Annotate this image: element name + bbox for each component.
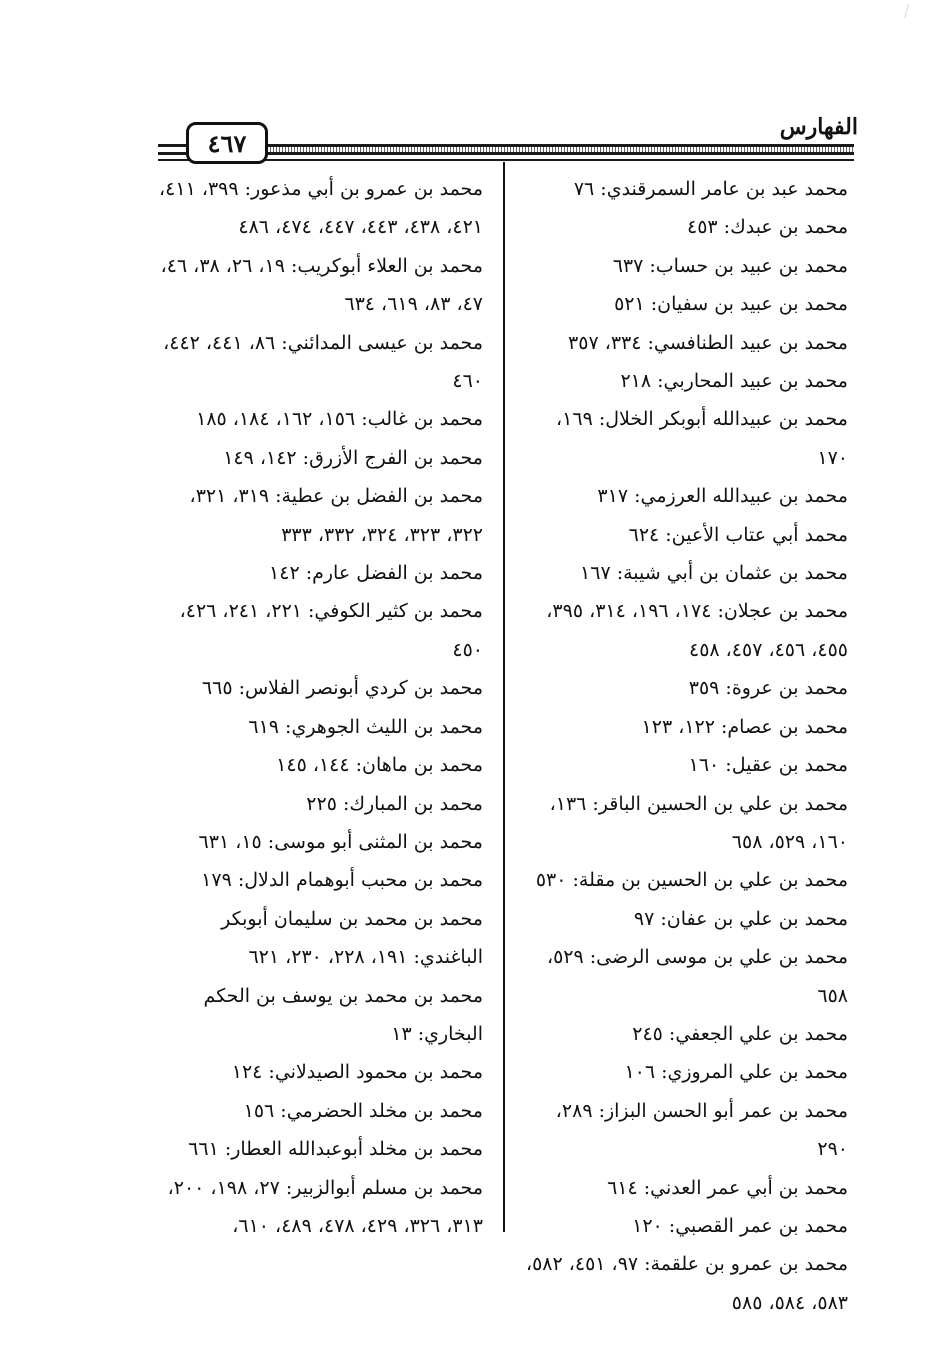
index-entry: محمد بن محمد بن يوسف بن الحكم البخاري: ١٣: [203, 984, 483, 1045]
index-entry: محمد بن علي بن عفان: ٩٧: [633, 907, 848, 930]
index-entry: محمد عبد بن عامر السمرقندي: ٧٦: [573, 178, 848, 200]
index-entry: محمد بن عروة: ٣٥٩: [688, 677, 848, 700]
index-entry: محمد بن محبب أبوهمام الدلال: ١٧٩: [201, 869, 483, 892]
scan-mark: [904, 4, 917, 18]
index-entry: محمد بن عثمان بن أبي شيبة: ١٦٧: [580, 562, 848, 585]
index-entry: محمد بن غالب: ١٥٦، ١٦٢، ١٨٤، ١٨٥: [196, 408, 483, 431]
index-entry: محمد بن عمرو بن أبي مذعور: ٣٩٩، ٤١١، ٤٢١، ٤٣٨، ٤٤٣، ٤٤٧، ٤٧٤، ٤٨٦: [159, 178, 483, 239]
index-entry: محمد بن عبيد بن سفيان: ٥٢١: [614, 293, 848, 316]
page-number: ٤٦٧: [186, 122, 268, 164]
index-entry: محمد بن علي الجعفي: ٢٤٥: [632, 1022, 848, 1045]
index-entry: محمد بن عيسى المدائني: ٨٦، ٤٤١، ٤٤٢، ٤٦٠: [163, 331, 483, 393]
index-entry: محمد بن عصام: ١٢٢، ١٢٣: [641, 715, 848, 738]
index-entry: محمد بن المبارك: ٢٢٥: [306, 792, 483, 815]
index-entry: محمد بن عبيد الطنافسي: ٣٣٤، ٣٥٧: [568, 331, 848, 354]
index-entry: محمد بن مسلم أبوالزبير: ٢٧، ١٩٨، ٢٠٠، ٣١٣، ٣٢٦، ٤٢٩، ٤٧٨، ٤٨٩، ٦١٠،: [167, 1176, 483, 1237]
index-entry: محمد بن علي بن موسى الرضى: ٥٢٩، ٦٥٨: [546, 946, 848, 1007]
index-column-right: [522, 170, 848, 1322]
index-entry: محمد بن عبدك: ٤٥٣: [687, 216, 848, 239]
index-entry: محمد بن عمر أبو الحسن البزاز: ٢٨٩، ٢٩٠: [555, 1099, 848, 1161]
index-entry: محمد بن مخلد الحضرمي: ١٥٦: [243, 1099, 483, 1122]
index-entry: محمد بن محمود الصيدلاني: ١٢٤: [231, 1061, 483, 1084]
index-entry: محمد بن ماهان: ١٤٤، ١٤٥: [276, 754, 483, 777]
index-entry: محمد بن عبيد بن حساب: ٦٣٧: [612, 254, 848, 277]
index-entry: محمد بن أبي عمر العدني: ٦١٤: [607, 1176, 848, 1199]
index-entry: محمد بن الفرج الأزرق: ١٤٢، ١٤٩: [223, 446, 483, 469]
index-entry: محمد بن العلاء أبوكريب: ١٩، ٢٦، ٣٨، ٤٦، ٤٧، ٨٣، ٦١٩، ٦٣٤: [160, 254, 483, 316]
index-column-left: [157, 170, 483, 1245]
index-entry: محمد بن محمد بن سليمان أبوبكر الباغندي: ١٩١، ٢٢٨، ٢٣٠، ٦٢١: [221, 907, 483, 969]
index-entry: محمد بن كردي أبونصر الفلاس: ٦٦٥: [201, 677, 483, 700]
index-entry: محمد بن الفضل بن عطية: ٣١٩، ٣٢١، ٣٢٢، ٣٢٣، ٣٢٤، ٣٣٢، ٣٣٣: [189, 485, 483, 546]
page-header-title: الفهارس: [779, 114, 858, 140]
index-entry: محمد بن عقيل: ١٦٠: [688, 754, 848, 777]
index-entry: محمد بن علي المروزي: ١٠٦: [624, 1061, 848, 1084]
index-entry: محمد بن علي بن الحسين بن مقلة: ٥٣٠: [535, 869, 848, 892]
index-entry: محمد بن عبيد المحاربي: ٢١٨: [620, 370, 848, 393]
index-entry: محمد بن عمرو بن علقمة: ٩٧، ٤٥١، ٥٨٢، ٥٨٣، ٥٨٤، ٥٨٥: [525, 1253, 848, 1314]
index-entry: محمد أبي عتاب الأعين: ٦٢٤: [628, 523, 848, 546]
index-entry: محمد بن مخلد أبوعبدالله العطار: ٦٦١: [188, 1138, 483, 1161]
index-entry: محمد بن كثير الكوفي: ٢٢١، ٢٤١، ٤٢٦، ٤٥٠: [179, 600, 483, 661]
index-entry: محمد بن الفضل عارم: ١٤٢: [269, 562, 483, 585]
index-entry: محمد بن المثنى أبو موسى: ١٥، ٦٣١: [198, 830, 483, 853]
index-entry: محمد بن عبيدالله العرزمي: ٣١٧: [597, 485, 848, 508]
index-entry: محمد بن عجلان: ١٧٤، ١٩٦، ٣١٤، ٣٩٥، ٤٥٥، ٤٥٦، ٤٥٧، ٤٥٨: [546, 600, 848, 661]
index-entry: محمد بن عمر القصبي: ١٢٠: [632, 1214, 848, 1237]
index-entry: محمد بن عبيدالله أبوبكر الخلال: ١٦٩، ١٧٠: [556, 408, 848, 469]
index-entry: محمد بن علي بن الحسين الباقر: ١٣٦، ١٦٠، ٥٢٩، ٦٥٨: [549, 792, 848, 853]
column-divider: [503, 162, 505, 1232]
index-entry: محمد بن الليث الجوهري: ٦١٩: [248, 715, 483, 738]
